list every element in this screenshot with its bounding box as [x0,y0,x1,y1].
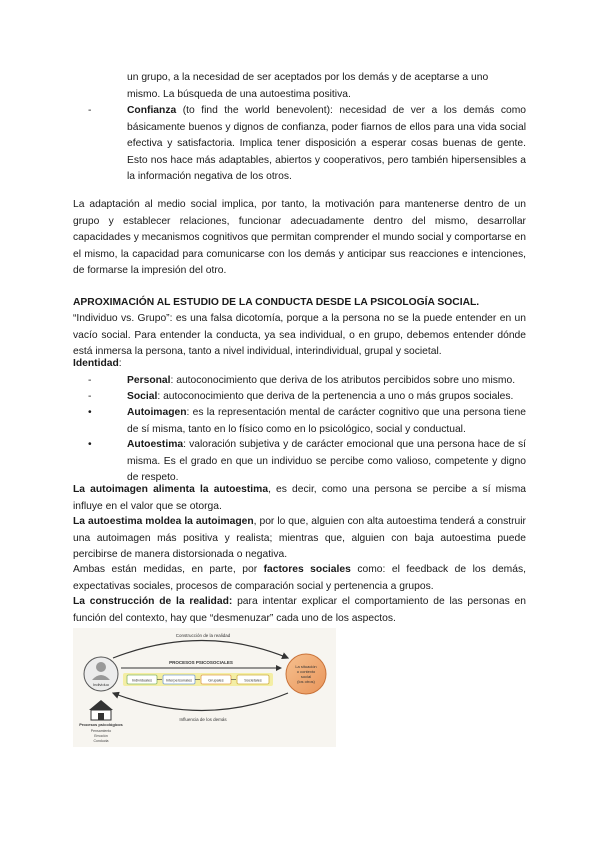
intro-line-1: un grupo, a la necesidad de ser aceptados por los demás y de aceptarse a uno [127,72,489,83]
identity-desc: : es la representación mental de carácter cognitivo que una persona tiene de sí misma, tanto en lo físico como en lo psicológico, social y conductual. [127,407,526,435]
confianza-text [127,103,526,186]
identity-item-text [127,373,526,390]
bottom-arc [113,693,288,711]
step-societales: Societales [244,678,262,683]
autoimagen-paragraph [73,482,526,515]
section-heading: APROXIMACIÓN AL ESTUDIO DE LA CONDUCTA DESDE LA PSICOLOGÍA SOCIAL. [73,297,480,308]
house-door-icon [98,713,104,720]
autoestima-paragraph [73,514,526,564]
dot-bullet: • [88,439,92,450]
identity-item-text [127,437,526,487]
identidad-term: Identidad [73,358,119,369]
identity-desc: : valoración subjetiva y de carácter emocional que una persona hace de sí misma. Es el grado en que un individuo se percibe como valioso, competente y digno de respeto. [127,439,526,484]
individuo-paragraph: “Individuo vs. Grupo”: es una falsa dicotomía, porque a la persona no se la puede entender en un vacío social. Para entender la conducta, ya sea individual, o en grupo, debemos entender dónde está inmersa la persona, tanto a nivel individual, interindividual, grupal y societal. [73,313,526,358]
house-title: Procesos psicológicos [79,722,123,727]
dot-bullet: • [88,407,92,418]
step-grupales: Grupales [208,678,224,683]
house-item: Conducta [93,739,109,743]
ambas-pre: Ambas están medidas, en parte, por [73,564,264,575]
house-item: Pensamiento [90,729,112,733]
ambas-paragraph [73,562,526,595]
identidad-label [73,356,526,373]
identidad-colon: : [118,358,122,369]
autoestima-text: , por lo que, alguien con alta autoestima tenderá a construir una autoimagen más positiva y realista; mientras que, alguien con baja autoestima puede percibirse de manera distorsionada o negativa. [73,516,526,561]
identity-term: Autoestima [127,439,184,450]
adaptacion-paragraph: La adaptación al medio social implica, por tanto, la motivación para mantenerse dentro de un grupo y establecer relaciones, funcionar adecuadamente dentro del mismo, desarrollar capacidades y mecanismos cognitivos que permitan comprender el mundo social y comportarse en el mismo, la capacidad para comunicarse con los demás y anticipar sus reacciones e intenciones, de formarse la impresión del otro. [73,199,526,277]
figure-svg [73,628,336,747]
construccion-text: para intentar explicar el comportamiento de las personas en función del contexto, hay que “desmenuzar” cada uno de los aspectos. [73,596,526,624]
center-label: PROCESOS PSICOSOCIALES [169,660,233,665]
identity-term: Social [127,391,158,402]
house-item: Emoción [94,734,108,738]
identity-desc: : autoconocimiento que deriva de la pertenencia a uno o más grupos sociales. [157,391,514,402]
step-individuales: Individuales [131,678,153,683]
identity-term: Autoimagen [127,407,187,418]
step-interpersonales: Interpersonales [165,678,193,683]
person-head-icon [96,662,106,672]
psychosocial-processes-figure [73,628,336,747]
house-roof-icon [89,700,113,710]
construccion-bold: La construcción de la realidad: [73,596,233,607]
ambas-bold: factores sociales [263,564,351,575]
autoimagen-bold: La autoimagen alimenta la autoestima [73,484,269,495]
confianza-desc: (to find the world benevolent): necesidad de ver a los demás como básicamente buenos y dignos de confianza, poder fiarnos de ellos para una vida social efectiva y satisfactoria. Implica tener disposición a esperar cosas buenas de gente. Esto nos hace más adaptables, abiertos y cooperativos, pero también hipersensibles a la información negativa de los otros. [127,105,526,183]
ambas-post: como: el feedback de los demás, expectativas sociales, procesos de comparación social y pertenencia a grupos. [73,564,526,592]
confianza-term: Confianza [127,105,177,116]
top-arc [113,641,288,659]
top-label: Construcción de la realidad [175,633,231,638]
individuo-label: Individuo [92,682,110,687]
identity-item-text [127,389,526,406]
intro-line-2: mismo. La búsqueda de una autoestima positiva. [127,89,351,100]
dash-bullet: - [88,391,92,402]
dash-bullet: - [88,375,92,386]
situacion-label: La situación o contexto social (los otros) [295,664,317,684]
autoestima-bold: La autoestima moldea la autoimagen [73,516,254,527]
autoimagen-text: , es decir, como una persona se percibe a sí misma influye en el valor que se otorga. [73,484,526,512]
construccion-paragraph [73,594,526,627]
identity-item-text [127,405,526,438]
dash-bullet: - [88,105,92,116]
identity-desc: : autoconocimiento que deriva de los atributos percibidos sobre uno mismo. [170,375,516,386]
identity-term: Personal [127,375,171,386]
bottom-label: Influencia de los demás [179,717,227,722]
